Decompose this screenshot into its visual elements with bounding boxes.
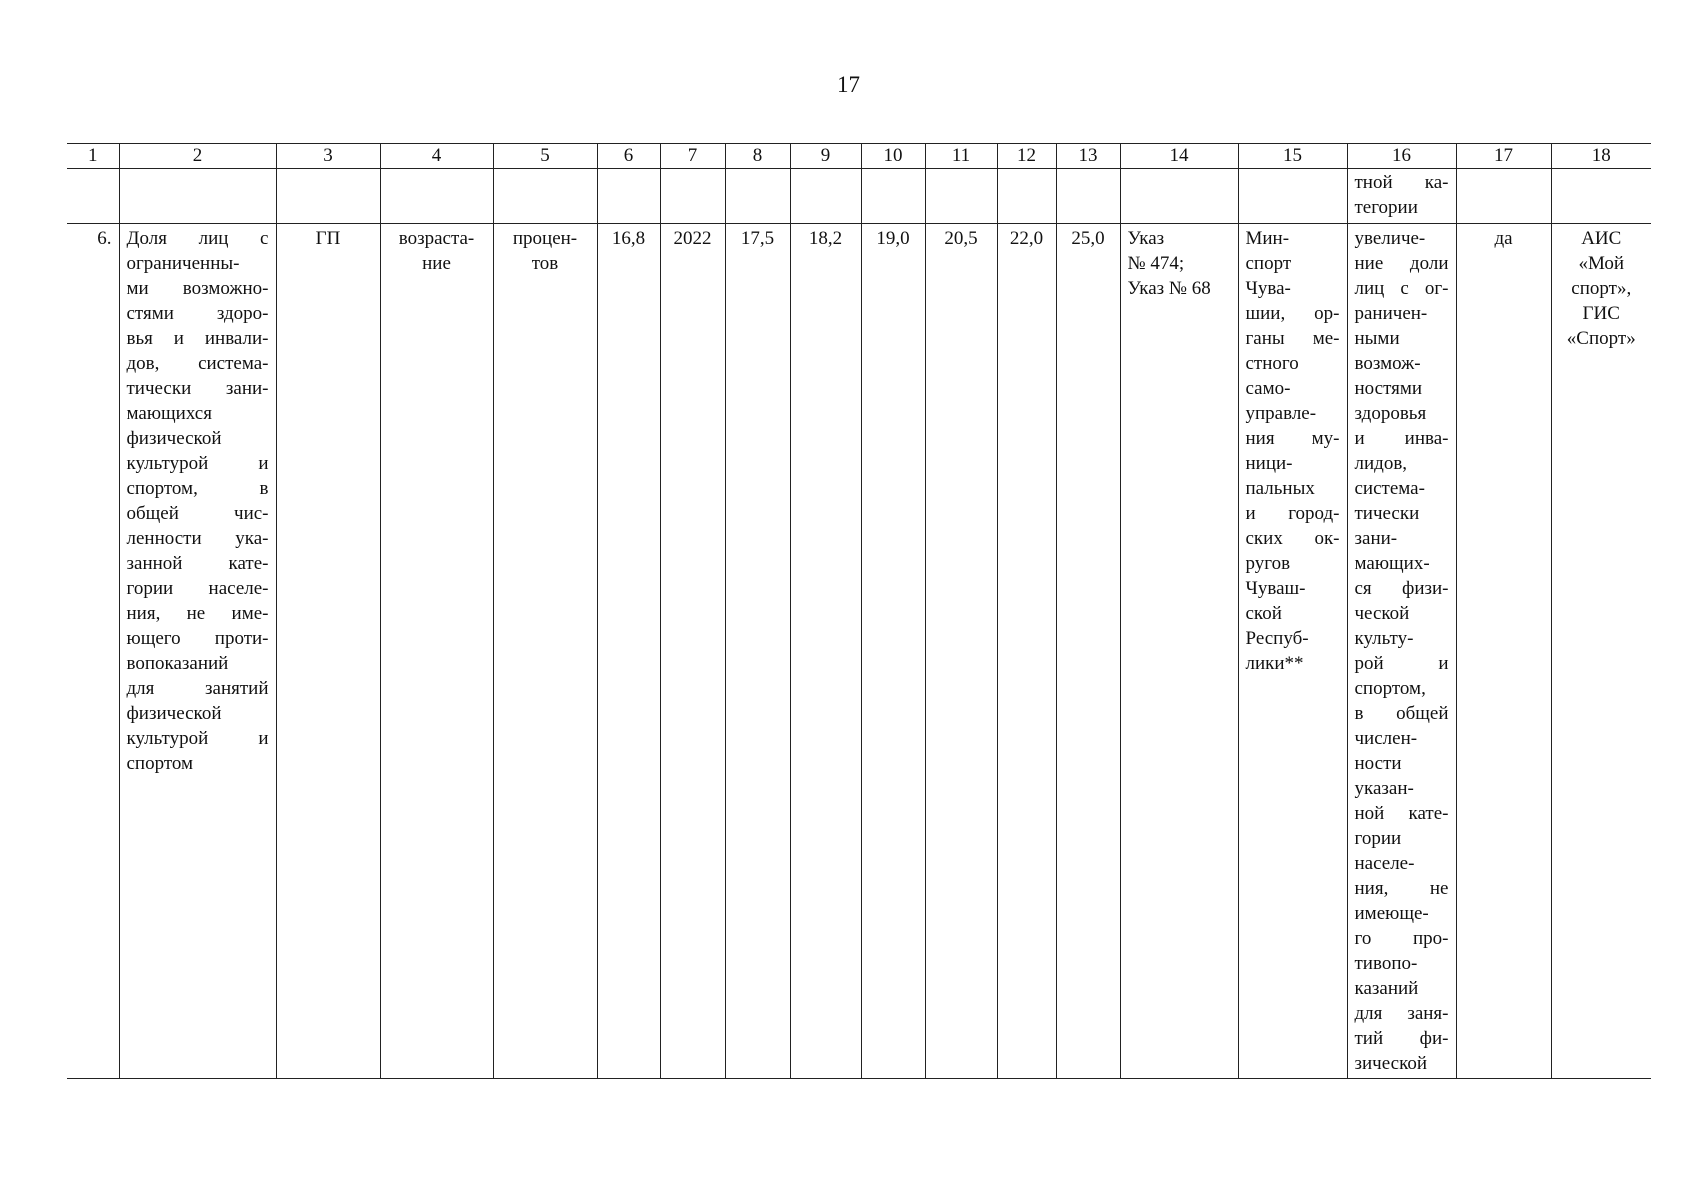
- col-header-2: 2: [119, 144, 276, 169]
- trend-direction: возраста- ние: [380, 224, 493, 1079]
- text-line: общей чис-: [126, 503, 269, 524]
- text-line: шии, ор-: [1245, 303, 1340, 324]
- text-line: ганы ме-: [1245, 328, 1340, 349]
- text-line: раничен-: [1354, 303, 1428, 324]
- text-line: тивопо-: [1354, 953, 1418, 974]
- col-header-12: 12: [997, 144, 1056, 169]
- text-line: тически: [1354, 503, 1420, 524]
- cont-cell: [67, 169, 119, 224]
- text-line: ограниченны-: [126, 253, 240, 274]
- cont-cell: [925, 169, 997, 224]
- text-line: стного: [1245, 353, 1299, 374]
- text-line: тически зани-: [126, 378, 269, 399]
- cont-cell: [493, 169, 597, 224]
- value-year-3: 19,0: [861, 224, 925, 1079]
- indicator-row: [67, 224, 1651, 1079]
- text-line: система-: [1354, 478, 1425, 499]
- cont-result-cell: [1347, 169, 1456, 224]
- text-line: физической: [126, 703, 222, 724]
- text-line: ния му-: [1245, 428, 1340, 449]
- text-line: тегории: [1354, 197, 1418, 218]
- text-line: лидов,: [1354, 453, 1408, 474]
- cont-cell: [861, 169, 925, 224]
- col-header-17: 17: [1456, 144, 1551, 169]
- text-line: вья и инвали-: [126, 328, 269, 349]
- expected-result: [1347, 224, 1456, 1079]
- cont-cell: [597, 169, 660, 224]
- col-header-15: 15: [1238, 144, 1347, 169]
- text-line: ной кате-: [1354, 803, 1449, 824]
- row-number: 6.: [67, 224, 119, 1079]
- text-line: зической: [1354, 1053, 1428, 1074]
- responsible-bodies: [1238, 224, 1347, 1079]
- cont-cell: [119, 169, 276, 224]
- text-line: лики**: [1245, 653, 1304, 674]
- value-year-1: 17,5: [725, 224, 790, 1079]
- text-line: Доля лиц с: [126, 228, 269, 249]
- value-year-4: 20,5: [925, 224, 997, 1079]
- column-number-header-row: [67, 144, 1651, 169]
- text-line: мающихся: [126, 403, 212, 424]
- text-line: лиц с ог-: [1354, 278, 1449, 299]
- col-header-18: 18: [1551, 144, 1651, 169]
- text-line: Респуб-: [1245, 628, 1309, 649]
- text-line: тий фи-: [1354, 1028, 1449, 1049]
- text-line: стями здоро-: [126, 303, 269, 324]
- text-line: мающих-: [1354, 553, 1430, 574]
- base-value: 16,8: [597, 224, 660, 1079]
- text-line: ческой: [1354, 603, 1410, 624]
- text-line: казаний: [1354, 978, 1419, 999]
- col-header-6: 6: [597, 144, 660, 169]
- continuation-row: [67, 169, 1651, 224]
- cont-cell: [997, 169, 1056, 224]
- text-line: здоровья: [1354, 403, 1427, 424]
- text-line: ния, не: [1354, 878, 1449, 899]
- legal-basis: Указ № 474; Указ № 68: [1120, 224, 1238, 1079]
- page-number: 17: [837, 72, 860, 97]
- text-line: ской: [1245, 603, 1282, 624]
- text-line: культурой и: [126, 728, 269, 749]
- cont-cell: [660, 169, 725, 224]
- flag-value: да: [1456, 224, 1551, 1079]
- value-year-5: 22,0: [997, 224, 1056, 1079]
- text-line: и инва-: [1354, 428, 1449, 449]
- col-header-13: 13: [1056, 144, 1120, 169]
- base-year: 2022: [660, 224, 725, 1079]
- col-header-9: 9: [790, 144, 861, 169]
- text-line: и город-: [1245, 503, 1340, 524]
- col-header-10: 10: [861, 144, 925, 169]
- text-line: культурой и: [126, 453, 269, 474]
- indicators-table: [67, 143, 1651, 1079]
- text-line: го про-: [1354, 928, 1449, 949]
- text-line: пальных: [1245, 478, 1315, 499]
- text-line: ници-: [1245, 453, 1293, 474]
- text-line: тной ка-: [1354, 172, 1449, 193]
- cont-cell: [1551, 169, 1651, 224]
- text-line: зани-: [1354, 528, 1398, 549]
- text-line: гории: [1354, 828, 1402, 849]
- cont-cell: [276, 169, 380, 224]
- text-line: возмож-: [1354, 353, 1421, 374]
- text-line: ности: [1354, 753, 1402, 774]
- cont-cell: [1238, 169, 1347, 224]
- cont-cell: [790, 169, 861, 224]
- unit-of-measure: процен- тов: [493, 224, 597, 1079]
- cont-cell: [1056, 169, 1120, 224]
- text-line: ющего проти-: [126, 628, 269, 649]
- col-header-14: 14: [1120, 144, 1238, 169]
- cont-cell: [1456, 169, 1551, 224]
- text-line: занной кате-: [126, 553, 269, 574]
- indicator-name: [119, 224, 276, 1079]
- text-line: дов, система-: [126, 353, 269, 374]
- text-line: ми возможно-: [126, 278, 269, 299]
- col-header-11: 11: [925, 144, 997, 169]
- text-line: ленности ука-: [126, 528, 269, 549]
- cont-cell: [380, 169, 493, 224]
- text-line: для заня-: [1354, 1003, 1449, 1024]
- text-line: вопоказаний: [126, 653, 229, 674]
- text-line: населе-: [1354, 853, 1415, 874]
- text-line: спорт: [1245, 253, 1292, 274]
- col-header-7: 7: [660, 144, 725, 169]
- cont-cell: [725, 169, 790, 224]
- text-line: рой и: [1354, 653, 1449, 674]
- value-year-6: 25,0: [1056, 224, 1120, 1079]
- text-line: указан-: [1354, 778, 1414, 799]
- info-system: АИС «Мой спорт», ГИС «Спорт»: [1551, 224, 1651, 1079]
- cont-cell: [1120, 169, 1238, 224]
- text-line: для занятий: [126, 678, 269, 699]
- col-header-8: 8: [725, 144, 790, 169]
- col-header-4: 4: [380, 144, 493, 169]
- col-header-3: 3: [276, 144, 380, 169]
- text-line: ными: [1354, 328, 1400, 349]
- text-line: Чува-: [1245, 278, 1291, 299]
- text-line: спортом,: [1354, 678, 1426, 699]
- text-line: ние доли: [1354, 253, 1449, 274]
- text-line: ругов: [1245, 553, 1291, 574]
- text-line: ских ок-: [1245, 528, 1340, 549]
- text-line: гории населе-: [126, 578, 269, 599]
- text-line: физической: [126, 428, 222, 449]
- text-line: числен-: [1354, 728, 1418, 749]
- text-line: в общей: [1354, 703, 1449, 724]
- text-line: ния, не име-: [126, 603, 269, 624]
- program-code: ГП: [276, 224, 380, 1079]
- col-header-16: 16: [1347, 144, 1456, 169]
- col-header-1: 1: [67, 144, 119, 169]
- text-line: Мин-: [1245, 228, 1290, 249]
- text-line: культу-: [1354, 628, 1414, 649]
- text-line: Чуваш-: [1245, 578, 1306, 599]
- text-line: спортом: [126, 753, 194, 774]
- text-line: ся физи-: [1354, 578, 1449, 599]
- text-line: увеличе-: [1354, 228, 1426, 249]
- text-line: спортом, в: [126, 478, 269, 499]
- text-line: имеюще-: [1354, 903, 1429, 924]
- text-line: само-: [1245, 378, 1291, 399]
- value-year-2: 18,2: [790, 224, 861, 1079]
- col-header-5: 5: [493, 144, 597, 169]
- text-line: управле-: [1245, 403, 1317, 424]
- text-line: ностями: [1354, 378, 1423, 399]
